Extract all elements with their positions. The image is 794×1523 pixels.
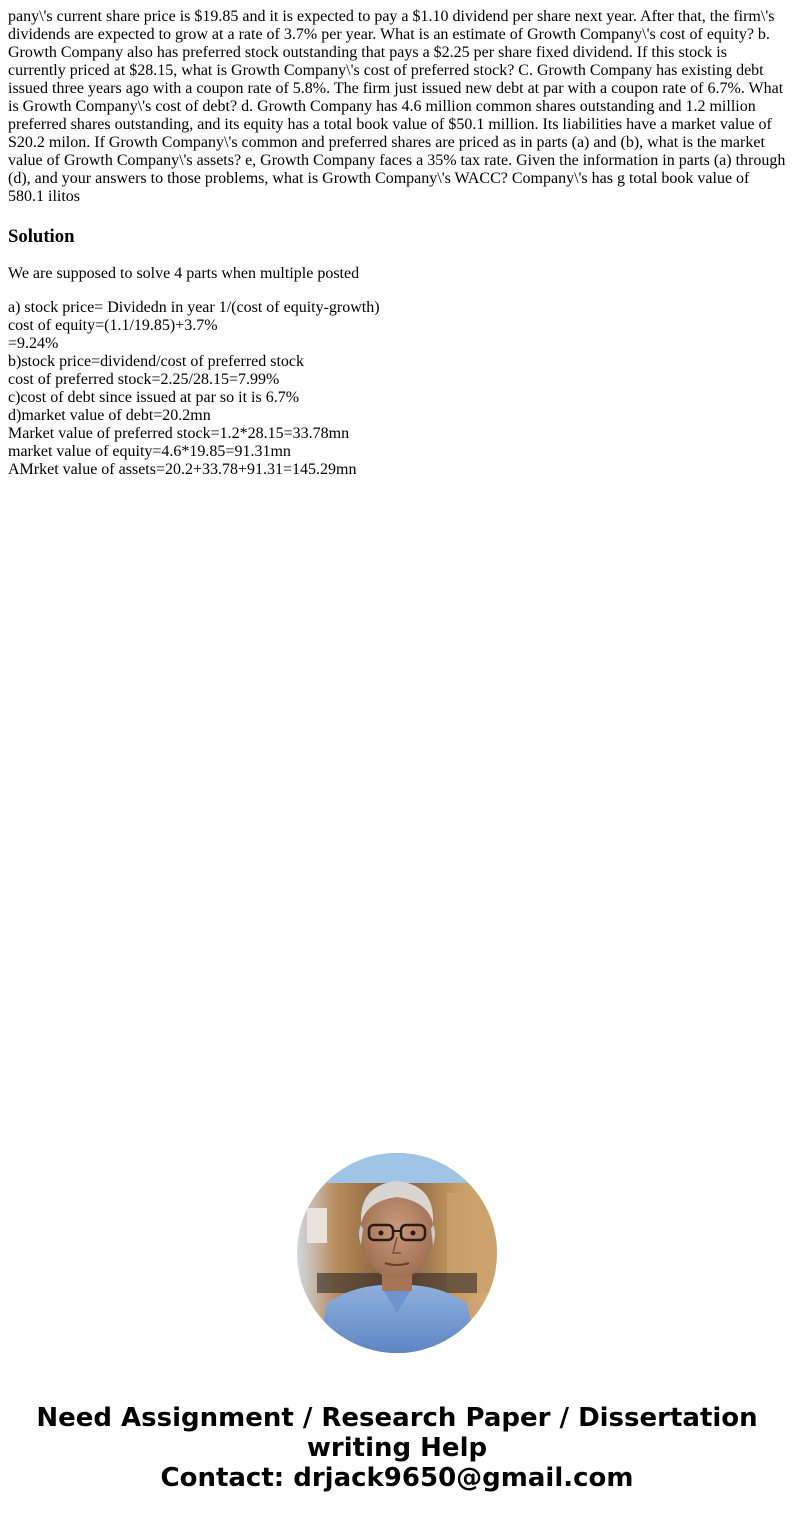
document-body [0,0,794,479]
solution-line: market value of equity=4.6*19.85=91.31mn [8,443,291,460]
solution-line: c)cost of debt since issued at par so it is 6.7% [8,389,300,406]
avatar-photo-icon [297,1153,497,1353]
solution-intro: We are supposed to solve 4 parts when multiple posted [8,265,360,282]
promo-banner [0,1403,794,1493]
solution-line: b)stock price=dividend/cost of preferred stock [8,353,305,370]
solution-steps [8,299,786,479]
solution-line: d)market value of debt=20.2mn [8,407,211,424]
solution-line: a) stock price= Dividedn in year 1/(cost of equity-growth) [8,299,380,316]
solution-line: cost of equity=(1.1/19.85)+3.7% [8,317,218,334]
solution-line: cost of preferred stock=2.25/28.15=7.99% [8,371,280,388]
promo-line-2: writing Help [306,1433,488,1463]
solution-heading: Solution [8,226,75,247]
avatar [297,1153,497,1353]
promo-contact: Contact: drjack9650@gmail.com [160,1463,634,1493]
solution-line: Market value of preferred stock=1.2*28.15=33.78mn [8,425,350,442]
question-text: pany\'s current share price is $19.85 and it is expected to pay a $1.10 dividend per share next year. After that, the firm\'s dividends are expected to grow at a rate of 3.7% per year. What is an estimate of Growth Company\'s cost of equity? b. Growth Company also has preferred stock outstanding that pays a $2.25 per share fixed dividend. If this stock is currently priced at $28.15, what is Growth Company\'s cost of preferred stock? C. Growth Company has existing debt issued three years ago with a coupon rate of 5.8%. The firm just issued new debt at par with a coupon rate of 6.7%. What is Growth Company\'s cost of debt? d. Growth Company has 4.6 million common shares outstanding and 1.2 million preferred shares outstanding, and its equity has a total book value of $50.1 million. Its liabilities have a market value of S20.2 milon. If Growth Company\'s common and preferred shares are priced as in parts (a) and (b), what is the market value of Growth Company\'s assets? e, Growth Company faces a 35% tax rate. Given the information in parts (a) through (d), and your answers to those problems, what is Growth Company\'s WACC? Company\'s has g total book value of 580.1 ilitos [8,8,786,205]
solution-line: =9.24% [8,335,59,352]
solution-line: AMrket value of assets=20.2+33.78+91.31=145.29mn [8,461,357,478]
promo-line-1: Need Assignment / Research Paper / Dissertation [36,1403,758,1433]
